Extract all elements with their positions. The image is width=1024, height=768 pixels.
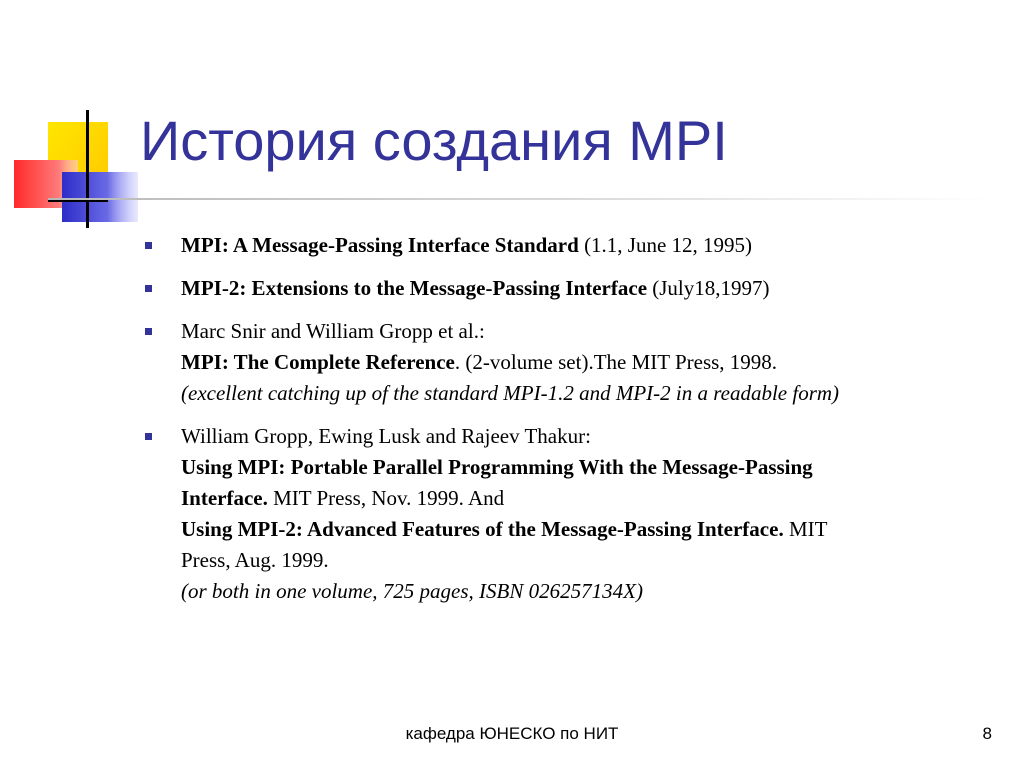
page-title: История создания MPI: [140, 109, 728, 172]
page-number: 8: [982, 724, 992, 743]
bold-text: Interface.: [181, 486, 268, 510]
bold-text: Using MPI: Portable Parallel Programming With the Message-Passing: [181, 455, 813, 479]
normal-text: Press, Aug. 1999.: [181, 548, 329, 572]
bullet-item-complete-reference: [145, 316, 1005, 409]
bullet-line: [181, 421, 1005, 452]
square-bullet-icon: [145, 328, 152, 335]
normal-text: MIT: [783, 517, 828, 541]
bullet-line: [181, 452, 1005, 483]
bold-text: MPI: A Message-Passing Interface Standard: [181, 233, 579, 257]
square-bullet-icon: [145, 433, 152, 440]
italic-text: (or both in one volume, 725 pages, ISBN 026257134X): [181, 579, 643, 603]
bullet-item-mpi2-extensions: [145, 273, 1005, 304]
normal-text: (1.1, June 12, 1995): [578, 233, 753, 257]
bold-text: Using MPI-2: Advanced Features of the Message-Passing Interface.: [181, 517, 784, 541]
decorative-squares-icon: [0, 0, 150, 240]
bullet-line: [181, 378, 1005, 409]
normal-text: (July18,1997): [647, 276, 770, 300]
bullet-line: [181, 576, 1005, 607]
normal-text: MIT Press, Nov. 1999. And: [267, 486, 505, 510]
square-bullet-icon: [145, 285, 152, 292]
bullet-line: [181, 483, 1005, 514]
bullet-line: [181, 230, 1005, 261]
bullet-line: [181, 273, 1005, 304]
bold-text: MPI-2: Extensions to the Message-Passing Interface: [181, 276, 648, 300]
footer-text: кафедра ЮНЕСКО по НИТ: [405, 724, 619, 743]
bold-text: MPI: The Complete Reference: [181, 350, 455, 374]
square-bullet-icon: [145, 242, 152, 249]
bullet-line: [181, 545, 1005, 576]
bullet-item-using-mpi: [145, 421, 1005, 607]
bullet-line: [181, 316, 1005, 347]
bullet-list: [145, 230, 1005, 619]
bullet-item-mpi-standard: [145, 230, 1005, 261]
title-divider: [48, 198, 990, 200]
normal-text: William Gropp, Ewing Lusk and Rajeev Thakur:: [181, 424, 591, 448]
italic-text: (excellent catching up of the standard MPI-1.2 and MPI-2 in a readable form): [181, 381, 840, 405]
normal-text: Marc Snir and William Gropp et al.:: [181, 319, 485, 343]
bullet-line: [181, 514, 1005, 545]
bullet-line: [181, 347, 1005, 378]
normal-text: . (2-volume set).The MIT Press, 1998.: [454, 350, 778, 374]
